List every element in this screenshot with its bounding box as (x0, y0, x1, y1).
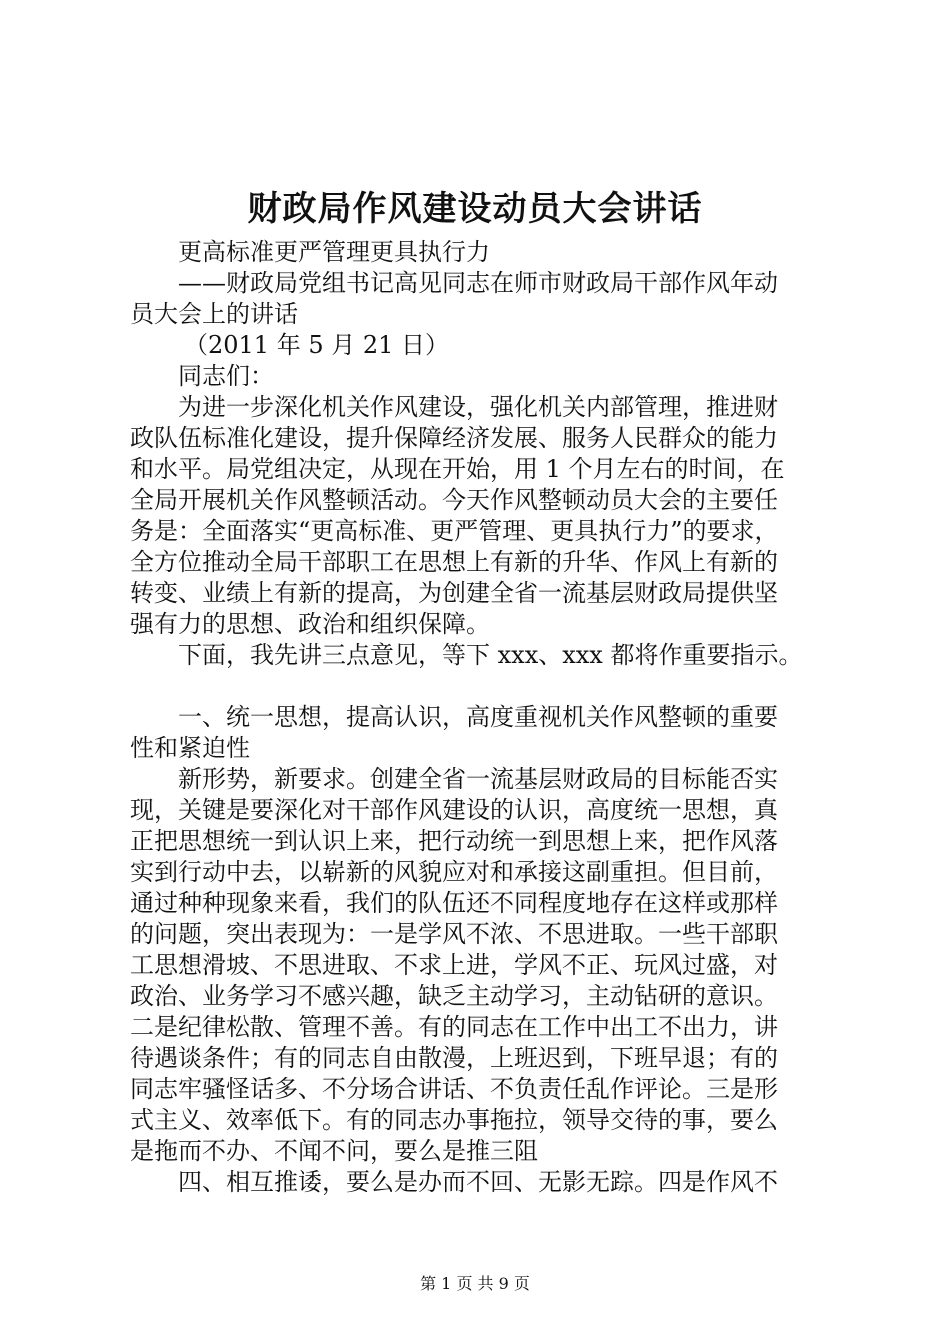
paragraph-line: 转变、业绩上有新的提高，为创建全省一流基层财政局提供坚 (130, 579, 778, 607)
paragraph-line: 务是：全面落实“更高标准、更严管理、更具执行力”的要求， (130, 517, 779, 545)
paragraph-line: 正把思想统一到认识上来，把行动统一到思想上来，把作风落 (130, 827, 778, 855)
paragraph-line: 新形势，新要求。创建全省一流基层财政局的目标能否实 (178, 765, 778, 793)
paragraph-line: 工思想滑坡、不思进取、不求上进，学风不正、玩风过盛，对 (130, 951, 778, 979)
paragraph-line: 全局开展机关作风整顿活动。今天作风整顿动员大会的主要任 (130, 486, 778, 514)
paragraph-line: 下面，我先讲三点意见，等下 xxx、xxx 都将作重要指示。 (178, 641, 803, 669)
page-number: 第 1 页 共 9 页 (420, 1274, 530, 1293)
paragraph-line: 通过种种现象来看，我们的队伍还不同程度地存在这样或那样 (130, 889, 778, 917)
paragraph-line: 式主义、效率低下。有的同志办事拖拉，领导交待的事，要么 (130, 1106, 778, 1134)
document-body (130, 237, 835, 1198)
paragraph-line: 四、相互推诿，要么是办而不回、无影无踪。四是作风不 (178, 1168, 778, 1196)
paragraph-line: 二是纪律松散、管理不善。有的同志在工作中出工不出力，讲 (130, 1013, 778, 1041)
paragraph-line: 是拖而不办、不闻不问，要么是推三阻 (130, 1137, 538, 1165)
paragraph-line: 为进一步深化机关作风建设，强化机关内部管理，推进财 (178, 393, 778, 421)
paragraph-line: 全方位推动全局干部职工在思想上有新的升华、作风上有新的 (130, 548, 778, 576)
subtitle-line: 更高标准更严管理更具执行力 (178, 238, 490, 266)
paragraph-line: 待遇谈条件；有的同志自由散漫，上班迟到，下班早退；有的 (130, 1044, 778, 1072)
subtitle-line: 员大会上的讲话 (130, 300, 298, 328)
paragraph-line: 政队伍标准化建设，提升保障经济发展、服务人民群众的能力 (130, 424, 778, 452)
section-heading: 一、统一思想，提高认识，高度重视机关作风整顿的重要 (178, 703, 778, 731)
paragraph-line: 政治、业务学习不感兴趣，缺乏主动学习，主动钻研的意识。 (130, 982, 778, 1010)
blank-line (130, 671, 835, 702)
section-heading: 性和紧迫性 (130, 734, 250, 762)
date-line: （2011 年 5 月 21 日） (184, 331, 450, 359)
paragraph-line: 同志牢骚怪话多、不分场合讲话、不负责任乱作评论。三是形 (130, 1075, 778, 1103)
paragraph-line: 和水平。局党组决定，从现在开始，用 1 个月左右的时间，在 (130, 455, 785, 483)
paragraph-line: 的问题，突出表现为：一是学风不浓、不思进取。一些干部职 (130, 920, 778, 948)
page-title: 财政局作风建设动员大会讲话 (247, 189, 703, 229)
paragraph-line: 现，关键是要深化对干部作风建设的认识，高度统一思想，真 (130, 796, 778, 824)
subtitle-line: ——财政局党组书记高见同志在师市财政局干部作风年动 (178, 269, 778, 297)
paragraph-line: 实到行动中去，以崭新的风貌应对和承接这副重担。但目前， (130, 858, 778, 886)
salutation: 同志们： (178, 362, 274, 390)
paragraph-line: 强有力的思想、政治和组织保障。 (130, 610, 490, 638)
